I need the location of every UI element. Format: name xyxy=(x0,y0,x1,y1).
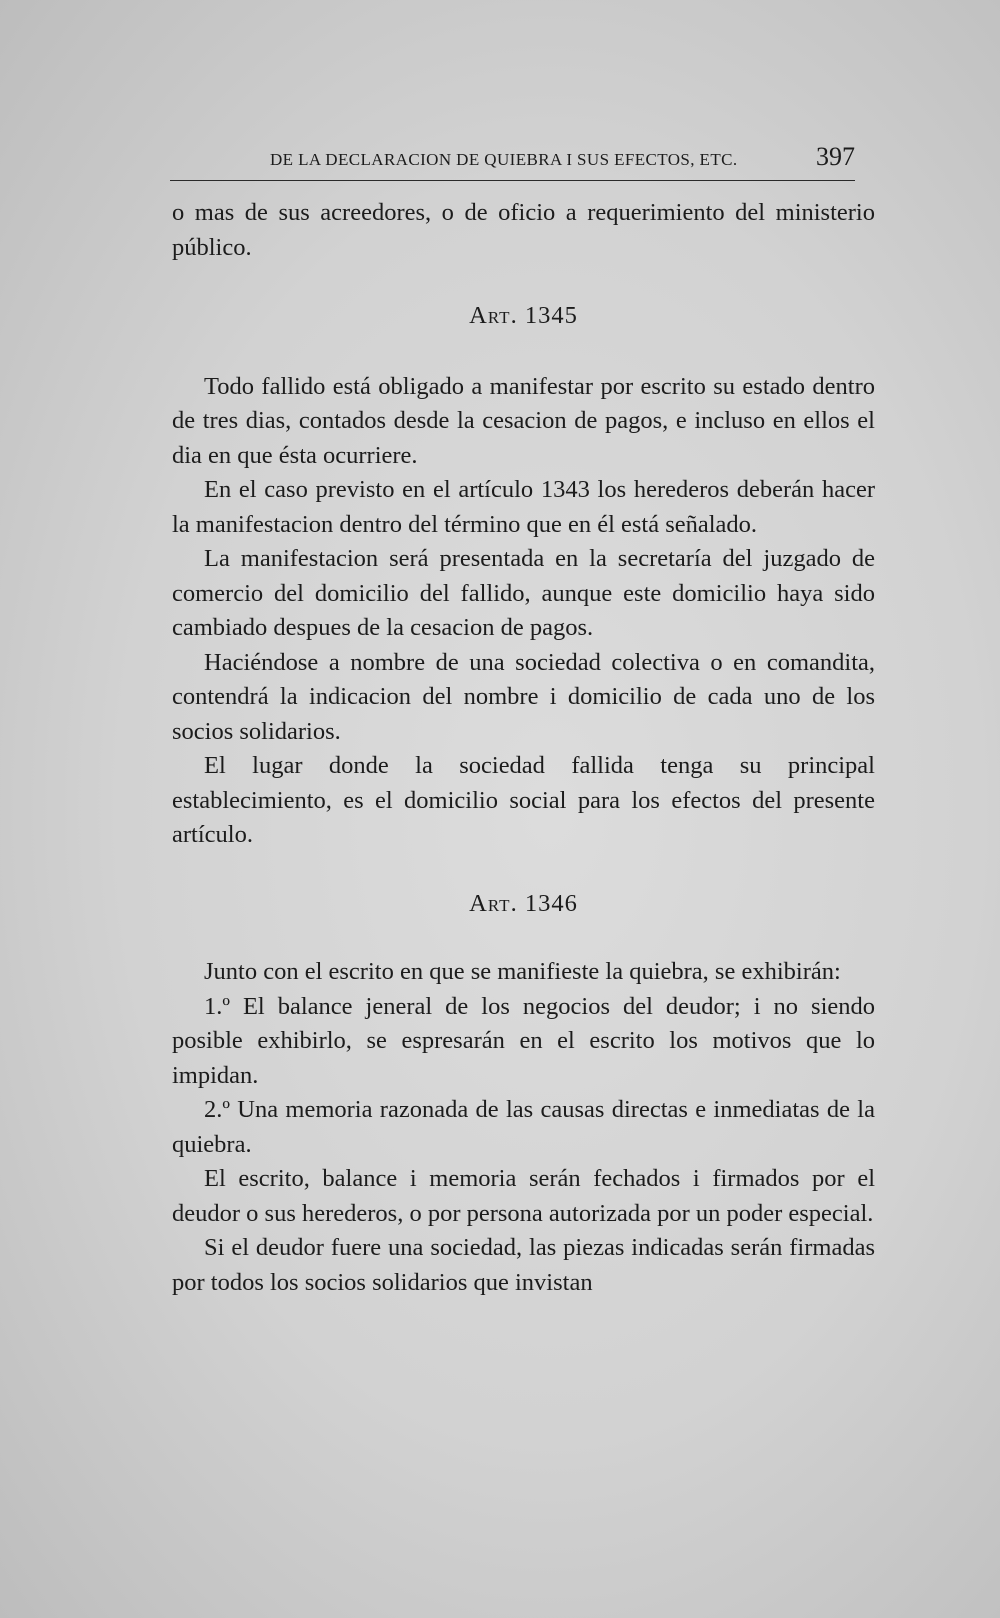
header-rule xyxy=(170,180,855,181)
paragraph: El escrito, balance i memoria serán fechados i firmados por el deudor o sus herederos, o por persona autorizada por un poder especial. xyxy=(172,1165,875,1227)
article-heading-1346: Art. 1346 xyxy=(469,889,578,917)
paragraph: Haciéndose a nombre de una sociedad colectiva o en comandita, contendrá la indicacion del nombre i domicilio de cada uno de los socios solidarios. xyxy=(172,648,875,745)
paragraph: En el caso previsto en el artículo 1343 los herederos deberán hacer la manifestacion dentro del término que en él está señalado. xyxy=(172,476,875,538)
numbered-item: 2.º Una memoria razonada de las causas directas e inmediatas de la quiebra. xyxy=(172,1096,875,1158)
article-heading-1345: Art. 1345 xyxy=(469,302,578,329)
paragraph: Junto con el escrito en que se manifieste la quiebra, se exhibirán: xyxy=(204,958,841,985)
page-number: 397 xyxy=(816,142,855,171)
numbered-item: 1.º El balance jeneral de los negocios del deudor; i no siendo posible exhibirlo, se espresarán en el escrito los motivos que lo impidan. xyxy=(172,992,875,1089)
paragraph: Todo fallido está obligado a manifestar por escrito su estado dentro de tres dias, contados desde la cesacion de pagos, e incluso en ellos el dia en que ésta ocurriere. xyxy=(172,372,875,469)
paragraph: Si el deudor fuere una sociedad, las piezas indicadas serán firmadas por todos los socios solidarios que invistan xyxy=(172,1234,875,1296)
paragraph: La manifestacion será presentada en la secretaría del juzgado de comercio del domicilio del fallido, aunque este domicilio haya sido cambiado despues de la cesacion de pagos. xyxy=(172,545,875,641)
body-text xyxy=(172,196,875,1300)
intro-paragraph: o mas de sus acreedores, o de oficio a requerimiento del ministerio público. xyxy=(172,199,875,261)
running-head xyxy=(270,142,855,172)
running-title: DE LA DECLARACION DE QUIEBRA I SUS EFECTOS, ETC. xyxy=(270,150,738,169)
paragraph: El lugar donde la sociedad fallida tenga su principal establecimiento, es el domicilio social para los efectos del presente artículo. xyxy=(172,752,875,848)
